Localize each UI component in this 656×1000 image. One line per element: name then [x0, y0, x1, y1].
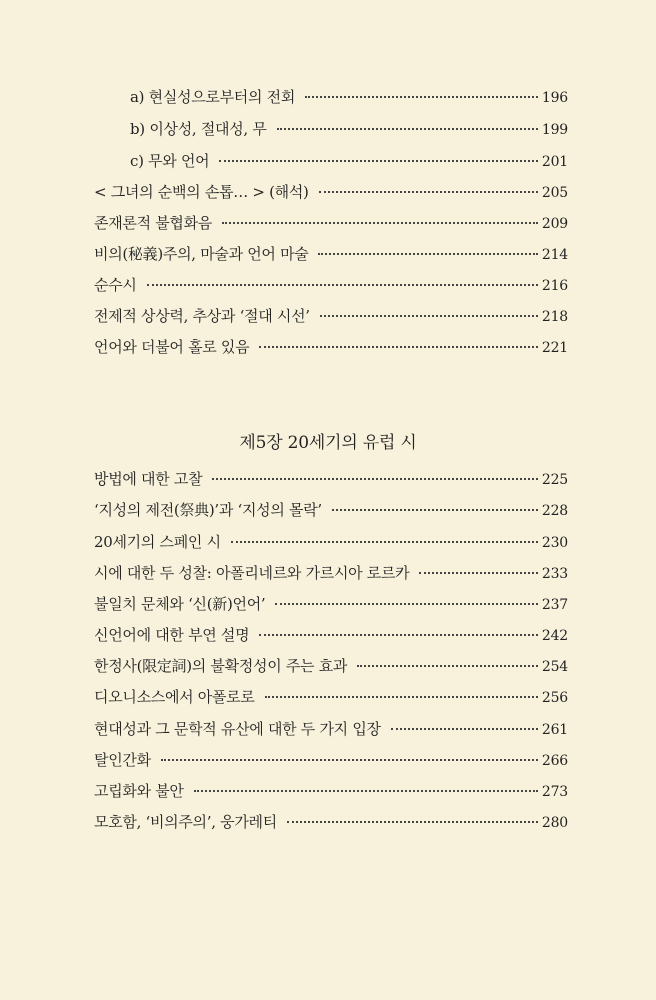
toc-entry-title: 탈인간화 [94, 751, 151, 769]
toc-entry [94, 624, 568, 648]
toc-entry-page: 228 [541, 503, 568, 519]
toc-entry [94, 274, 568, 298]
toc-entry [94, 181, 568, 205]
toc-entry-title: 시에 대한 두 성찰: 아폴리네르와 가르시아 로르카 [94, 564, 410, 582]
toc-entry-page: 209 [541, 216, 568, 232]
dot-leader [318, 253, 537, 255]
toc-entry [94, 655, 568, 679]
toc-entry [130, 86, 568, 110]
toc-entry-page: 199 [541, 122, 568, 138]
toc-entry-page: 214 [541, 247, 568, 263]
toc-entry-title: 존재론적 불협화음 [94, 214, 212, 232]
toc-entry [94, 243, 568, 267]
toc-entry-title: 순수시 [94, 276, 137, 294]
toc-entry [94, 531, 568, 555]
toc-entry-page: 237 [541, 597, 568, 613]
chapter-heading: 제5장 20세기의 유럽 시 [239, 433, 417, 453]
toc-entry-page: 205 [541, 185, 568, 201]
toc-entry-title: ‘지성의 제전(祭典)’과 ‘지성의 몰락’ [94, 501, 322, 519]
dot-leader [320, 315, 538, 317]
toc-entry-title: 신언어에 대한 부연 설명 [94, 626, 250, 644]
toc-entry-title: a) 현실성으로부터의 전회 [130, 88, 296, 106]
dot-leader [305, 96, 538, 98]
toc-entry-title: c) 무와 언어 [130, 152, 210, 170]
toc-entry [94, 336, 568, 360]
toc-entry [94, 212, 568, 236]
dot-leader [231, 541, 538, 543]
toc-entry [94, 749, 568, 773]
dot-leader [194, 790, 538, 792]
dot-leader [222, 222, 538, 224]
dot-leader [275, 603, 537, 605]
toc-entry [130, 118, 568, 142]
toc-entry-page: 225 [541, 472, 568, 488]
dot-leader [332, 509, 538, 511]
toc-entry-page: 230 [541, 535, 568, 551]
toc-entry-title: 비의(秘義)주의, 마술과 언어 마술 [94, 245, 309, 263]
dot-leader [357, 665, 538, 667]
toc-entry-page: 218 [541, 309, 568, 325]
toc-entry-page: 256 [541, 690, 568, 706]
dot-leader [212, 478, 538, 480]
toc-entry [94, 499, 568, 523]
dot-leader [287, 821, 538, 823]
toc-entry-title: 방법에 대한 고찰 [94, 470, 203, 488]
dot-leader [419, 572, 538, 574]
toc-entry-title: 디오니소스에서 아폴로로 [94, 688, 255, 706]
toc-entry-page: 254 [541, 659, 568, 675]
toc-entry-page: 273 [541, 784, 568, 800]
dot-leader [319, 191, 538, 193]
dot-leader [259, 634, 538, 636]
toc-entry [94, 593, 568, 617]
toc-entry-title: 언어와 더불어 홀로 있음 [94, 338, 250, 356]
dot-leader [161, 759, 538, 761]
toc-entry-page: 233 [541, 566, 568, 582]
toc-entry-page: 216 [541, 278, 568, 294]
dot-leader [277, 128, 538, 130]
toc-entry-title: 현대성과 그 문학적 유산에 대한 두 가지 입장 [94, 720, 381, 738]
toc-entry [94, 686, 568, 710]
toc-entry [94, 780, 568, 804]
toc-entry-page: 280 [541, 815, 568, 831]
toc-entry-title: 한정사(限定詞)의 불확정성이 주는 효과 [94, 657, 348, 675]
toc-entry-title: 20세기의 스페인 시 [94, 533, 221, 551]
toc-entry-title: 모호함, ‘비의주의’, 웅가레티 [94, 813, 277, 831]
toc-entry-title: 고립화와 불안 [94, 782, 184, 800]
dot-leader [259, 346, 538, 348]
toc-entry-title: 전제적 상상력, 추상과 ‘절대 시선’ [94, 307, 310, 325]
toc-entry [94, 305, 568, 329]
toc-entry-page: 201 [541, 154, 568, 170]
toc-entry-page: 242 [541, 628, 568, 644]
toc-entry-page: 266 [541, 753, 568, 769]
dot-leader [265, 696, 538, 698]
toc-entry [94, 811, 568, 835]
dot-leader [147, 284, 538, 286]
toc-entry [130, 150, 568, 174]
toc-entry-title: b) 이상성, 절대성, 무 [130, 120, 267, 138]
toc-entry-page: 261 [541, 722, 568, 738]
dot-leader [391, 728, 538, 730]
dot-leader [219, 160, 538, 162]
toc-entry-page: 221 [541, 340, 568, 356]
toc-entry-title: 불일치 문체와 ‘신(新)언어’ [94, 595, 266, 613]
toc-entry [94, 562, 568, 586]
toc-entry-title: < 그녀의 순백의 손톱… > (해석) [94, 183, 309, 201]
toc-entry [94, 718, 568, 742]
toc-entry [94, 468, 568, 492]
toc-entry-page: 196 [541, 90, 568, 106]
